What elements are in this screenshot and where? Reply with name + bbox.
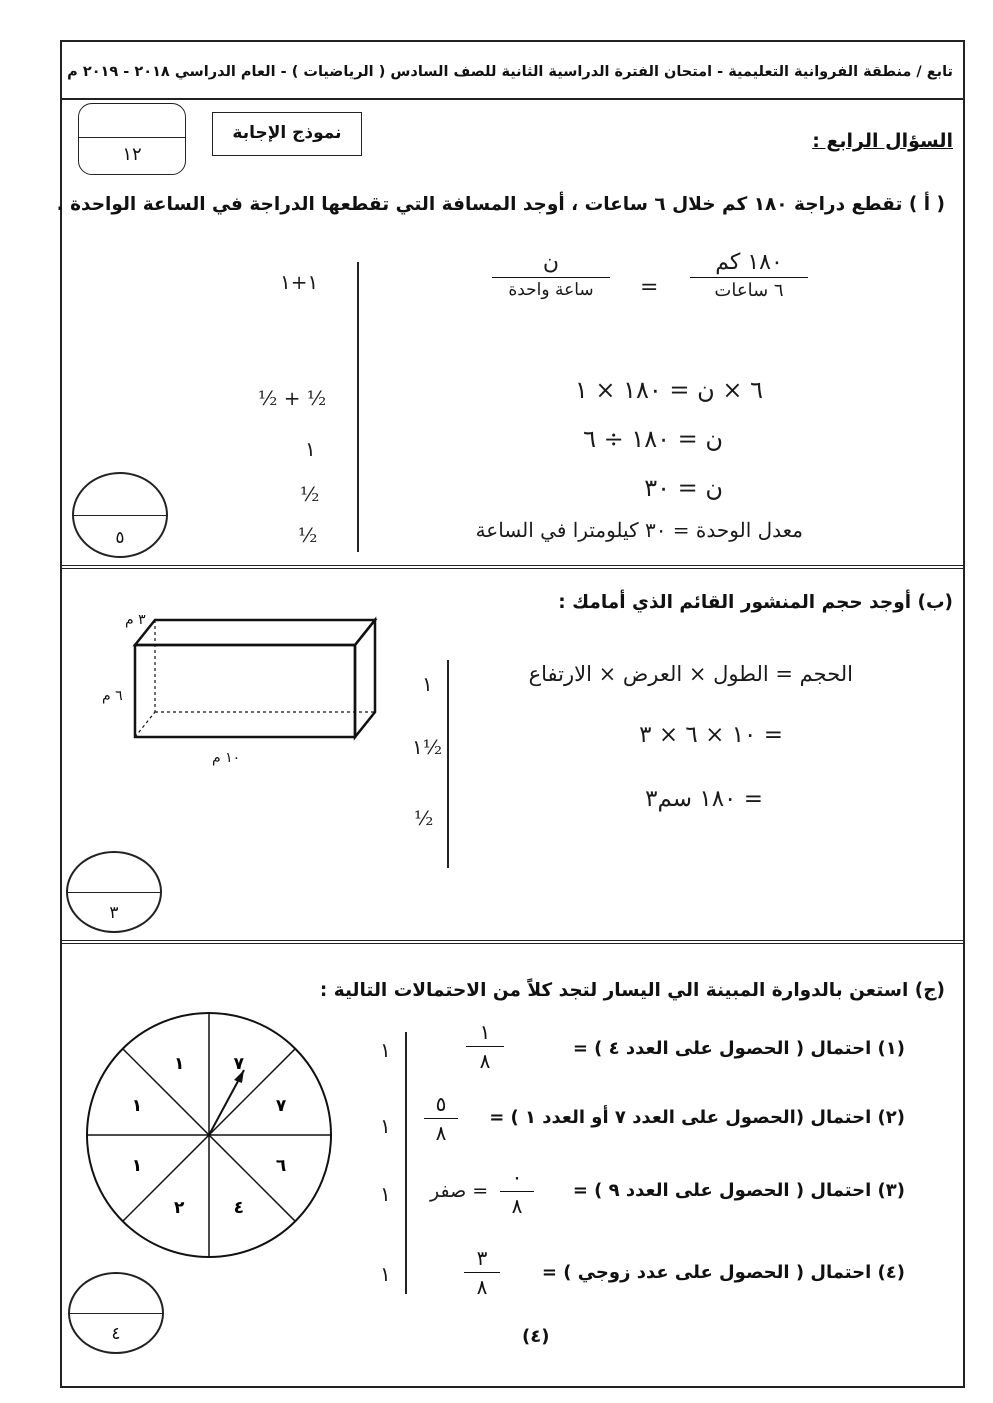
part-b-mark-1: ١ <box>422 672 433 696</box>
part-c-item-1-num: ١ <box>479 1020 491 1044</box>
part-c-prompt: (ج) استعن بالدوارة المبينة الي اليسار لتجد كلاً من الاحتمالات التالية : <box>319 980 945 1001</box>
spinner-sector-label: ١ <box>174 1053 185 1074</box>
part-a-step-1: ٦ × ن = ١٨٠ × ١ <box>574 376 763 404</box>
part-a-mark-5: ½ <box>298 523 318 547</box>
part-c-score-circle <box>68 1272 164 1354</box>
part-c-item-4-fraction <box>464 1246 500 1299</box>
part-c-item-3-label: (٣) احتمال ( الحصول على العدد ٩ ) = <box>572 1180 905 1201</box>
part-a-score-circle <box>72 472 168 558</box>
page-header: تابع / منطقة الفروانية التعليمية - امتحان الفترة الدراسية الثانية للصف السادس ( الرياضيات ) - العام الدراسي ٢٠١٨ - ٢٠١٩ م <box>67 64 953 80</box>
part-a-answer: معدل الوحدة = ٣٠ كيلومترا في الساعة <box>475 518 803 542</box>
part-c-score: ٤ <box>111 1324 121 1344</box>
prism-length-label: ١٠ م <box>212 750 241 766</box>
part-a-mark-1: ١+١ <box>280 270 319 294</box>
part-c-item-4-den: ٨ <box>476 1275 488 1299</box>
part-c-item-3-fraction <box>500 1165 534 1218</box>
spinner-sector-label: ١ <box>131 1096 143 1117</box>
part-a-prompt: ( أ ) تقطع دراجة ١٨٠ كم خلال ٦ ساعات ، أوجد المسافة التي تقطعها الدراجة في الساعة الواحدة . <box>56 194 945 215</box>
part-b-score: ٣ <box>109 903 119 923</box>
part-c-item-1-label: (١) احتمال ( الحصول على العدد ٤ ) = <box>572 1038 905 1059</box>
question-title: السؤال الرابع : <box>812 130 953 152</box>
rhs-denominator: ساعة واحدة <box>508 280 594 300</box>
part-b-formula: الحجم = الطول × العرض × الارتفاع <box>528 662 853 686</box>
part-b-divider <box>60 940 965 944</box>
part-c-item-1-fraction <box>466 1020 504 1073</box>
header-divider <box>60 98 965 100</box>
part-a-rhs-fraction <box>492 250 610 300</box>
part-b-mark-divider <box>447 660 449 868</box>
part-b-step-1: = ١٠ × ٦ × ٣ <box>639 722 783 748</box>
part-c-item-2-num: ٥ <box>435 1092 447 1116</box>
part-c-item-2-label: (٢) احتمال (الحصول على العدد ٧ أو العدد ١ ) = <box>489 1107 905 1128</box>
part-b-score-circle <box>66 851 162 933</box>
part-c-mark-2: ١ <box>380 1114 391 1138</box>
page-number: (٤) <box>522 1326 550 1347</box>
part-a-mark-divider <box>357 262 359 552</box>
part-c-item-3-num: ٠ <box>511 1165 523 1189</box>
part-c-item-1-den: ٨ <box>479 1049 491 1073</box>
prism-height-label: ٣ م <box>125 612 146 628</box>
part-c-mark-divider <box>405 1032 407 1294</box>
rhs-numerator: ن <box>542 250 560 275</box>
total-score-value: ١٢ <box>122 144 142 165</box>
spinner-sector-label: ٢ <box>174 1198 185 1219</box>
part-c-item-2-den: ٨ <box>435 1121 447 1145</box>
part-a-divider <box>60 565 965 569</box>
part-b-mark-3: ½ <box>414 806 434 830</box>
part-b-prompt: (ب) أوجد حجم المنشور القائم الذي أمامك : <box>558 592 953 613</box>
part-a-equals: = <box>640 275 659 300</box>
part-c-item-3-den: ٨ <box>511 1194 523 1218</box>
part-c-mark-1: ١ <box>380 1038 391 1062</box>
part-c-item-4-label: (٤) احتمال ( الحصول على عدد زوجي ) = <box>541 1262 905 1283</box>
part-a-mark-2: ½ + ½ <box>258 386 327 410</box>
part-b-step-2: = ١٨٠ سم٣ <box>645 786 763 812</box>
lhs-numerator: ١٨٠ كم <box>715 250 783 275</box>
part-a-step-3: ن = ٣٠ <box>644 474 723 502</box>
part-c-mark-4: ١ <box>380 1262 391 1286</box>
spinner <box>84 1010 334 1260</box>
part-c-item-4-num: ٣ <box>476 1246 488 1270</box>
answer-model-label: نموذج الإجابة <box>212 112 362 156</box>
prism-width-label: ٦ م <box>102 688 123 704</box>
part-a-mark-3: ١ <box>305 437 316 461</box>
part-c-mark-3: ١ <box>380 1182 391 1206</box>
spinner-sector-label: ٤ <box>233 1198 244 1219</box>
part-a-step-2: ن = ١٨٠ ÷ ٦ <box>583 425 723 453</box>
lhs-denominator: ٦ ساعات <box>714 280 784 301</box>
spinner-sector-label: ٦ <box>275 1155 287 1176</box>
part-c-item-3-extra: = صفر <box>430 1180 489 1202</box>
part-a-score: ٥ <box>115 528 125 548</box>
spinner-sector-label: ٧ <box>233 1053 244 1074</box>
part-a-lhs-fraction <box>690 250 808 301</box>
part-a-mark-4: ½ <box>300 482 320 506</box>
part-b-mark-2: ١½ <box>412 735 443 759</box>
part-c-item-2-fraction <box>424 1092 458 1145</box>
spinner-sector-label: ١ <box>131 1155 143 1176</box>
spinner-sector-label: ٧ <box>275 1096 287 1117</box>
total-score-box <box>78 103 186 175</box>
